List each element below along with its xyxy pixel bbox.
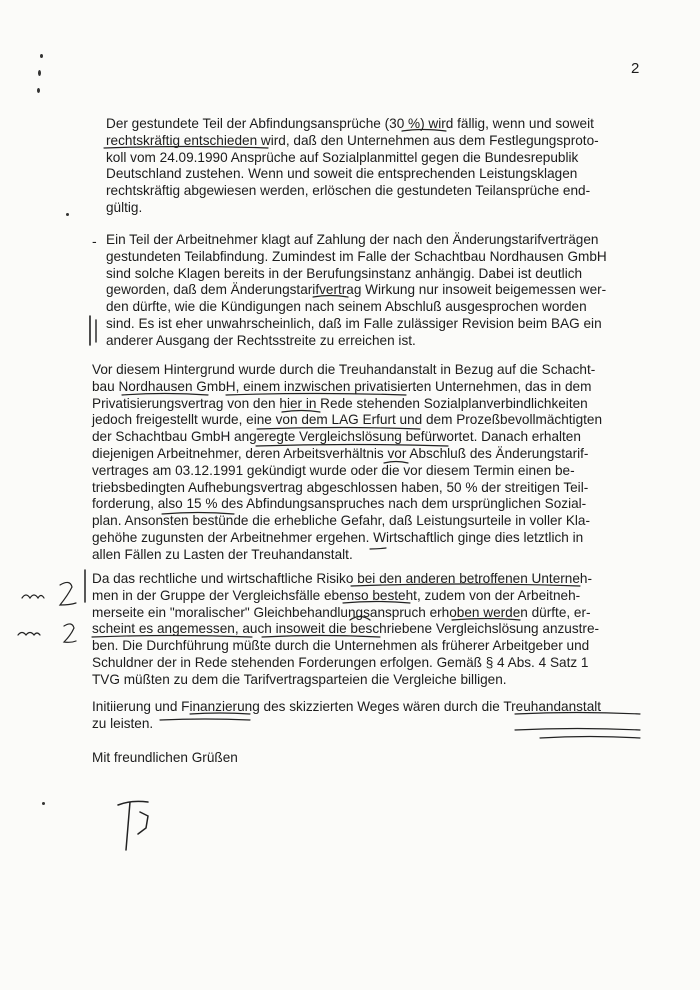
margin-scribble-mark xyxy=(60,582,76,605)
paragraph-settlement-background xyxy=(92,362,602,564)
text-line: TVG müßten zu dem die Tarifvertragsparteien die Vergleiche billigen. xyxy=(92,671,507,687)
bullet-dash: - xyxy=(92,233,97,249)
text-line: den dürfte, wie die Kündigungen nach seinem Abschluß ausgesprochen worden xyxy=(106,299,587,315)
text-line: Schuldner der in Rede stehenden Forderungen erfolgen. Gemäß § 4 Abs. 4 Satz 1 xyxy=(92,654,589,670)
text-line: gestundeten Teilabfindung. Zumindest im Falle der Schachtbau Nordhausen GmbH xyxy=(106,248,607,264)
text-line: Vor diesem Hintergrund wurde durch die Treuhandanstalt in Bezug auf die Schacht- xyxy=(92,362,596,377)
text-line: bau Nordhausen GmbH, einem inzwischen privatisierten Unternehmen, das in dem xyxy=(92,378,592,394)
text-line: koll vom 24.09.1990 Ansprüche auf Sozialplanmittel gegen die Bundesrepublik xyxy=(106,149,579,165)
text-line: Deutschland zustehen. Wenn und soweit die entsprechenden Leistungsklagen xyxy=(106,166,578,182)
paragraph-deferred-claims xyxy=(106,116,599,217)
text-line: der Schachtbau GmbH angeregte Vergleichslösung befürwortet. Danach erhalten xyxy=(92,429,581,445)
margin-scribble-mark xyxy=(22,595,44,598)
margin-speck xyxy=(37,88,40,93)
margin-speck xyxy=(38,70,41,76)
text-line: plan. Ansonsten bestünde die erhebliche Gefahr, daß Leistungsurteile in voller Kla- xyxy=(92,513,590,529)
closing-greeting: Mit freundlichen Grüßen xyxy=(92,750,238,765)
text-line: vertrages am 03.12.1991 gekündigt wurde oder die vor diesem Termin einen be- xyxy=(92,462,575,478)
text-line: sind solche Klagen bereits in der Berufungsinstanz anhängig. Dabei ist deutlich xyxy=(106,265,583,281)
paragraph-equal-treatment xyxy=(92,571,599,689)
text-line: Privatisierungsvertrag von den hier in Rede stehenden Sozialplanverbindlichkeiten xyxy=(92,395,588,411)
text-line: men in der Gruppe der Vergleichsfälle ebenso besteht, zudem von der Arbeitneh- xyxy=(92,587,581,603)
paragraph-employee-claims xyxy=(106,232,607,350)
text-line: forderung, also 15 % des Abfindungsanspruches nach dem ursprünglichen Sozial- xyxy=(92,496,587,512)
margin-speck xyxy=(66,213,69,216)
text-line: Der gestundete Teil der Abfindungsansprüche (30 %) wird fällig, wenn und soweit xyxy=(106,116,594,131)
text-line: merseite ein "moralischer" Gleichbehandlungsanspruch erhoben werden dürfte, er- xyxy=(92,604,591,620)
text-line: Ein Teil der Arbeitnehmer klagt auf Zahlung der nach den Änderungstarifverträgen xyxy=(106,232,599,247)
signature-mark xyxy=(118,801,148,850)
text-line: anderer Ausgang der Rechtsstreite zu erreichen ist. xyxy=(106,332,416,348)
text-line: sind. Es ist eher unwahrscheinlich, daß im Falle zulässiger Revision beim BAG ein xyxy=(106,315,602,331)
paragraph-financing xyxy=(92,699,601,733)
margin-scribble-mark xyxy=(64,624,76,642)
text-line: scheint es angemessen, auch insoweit die beschriebene Vergleichslösung anzustre- xyxy=(92,621,600,637)
text-line: Initiierung und Finanzierung des skizzierten Weges wären durch die Treuhandanstalt xyxy=(92,699,602,714)
margin-speck xyxy=(40,54,43,58)
margin-scribble-mark xyxy=(18,633,40,636)
page-number: 2 xyxy=(631,60,640,77)
text-line: triebsbedingten Aufhebungsvertrag abgeschlossen haben, 50 % der streitigen Teil- xyxy=(92,479,589,495)
text-line: gehöhe zugunsten der Arbeitnehmer ergehen. Wirtschaftlich ginge dies letztlich in xyxy=(92,529,584,545)
text-line: gültig. xyxy=(106,199,143,215)
text-line: diejenigen Arbeitnehmer, deren Arbeitsverhältnis vor Abschluß des Änderungstarif- xyxy=(92,445,589,461)
text-line: geworden, daß dem Änderungstarifvertrag Wirkung nur insoweit beigemessen wer- xyxy=(106,282,607,298)
margin-speck xyxy=(42,802,45,805)
text-line: ben. Die Durchführung müßte durch die Unternehmen als früherer Arbeitgeber und xyxy=(92,638,590,654)
text-line: allen Fällen zu Lasten der Treuhandanstalt. xyxy=(92,546,353,562)
text-line: jedoch freigestellt wurde, eine von dem LAG Erfurt und dem Prozeßbevollmächtigten xyxy=(92,412,603,428)
text-line: zu leisten. xyxy=(92,715,154,731)
text-line: rechtskräftig entschieden wird, daß den Unternehmen aus dem Festlegungsproto- xyxy=(106,132,599,148)
underline-mark xyxy=(540,737,640,739)
text-line: Da das rechtliche und wirtschaftliche Risiko bei den anderen betroffenen Unterneh- xyxy=(92,571,592,586)
text-line: rechtskräftig abgewiesen werden, erlöschen die gestundeten Teilansprüche end- xyxy=(106,183,591,199)
